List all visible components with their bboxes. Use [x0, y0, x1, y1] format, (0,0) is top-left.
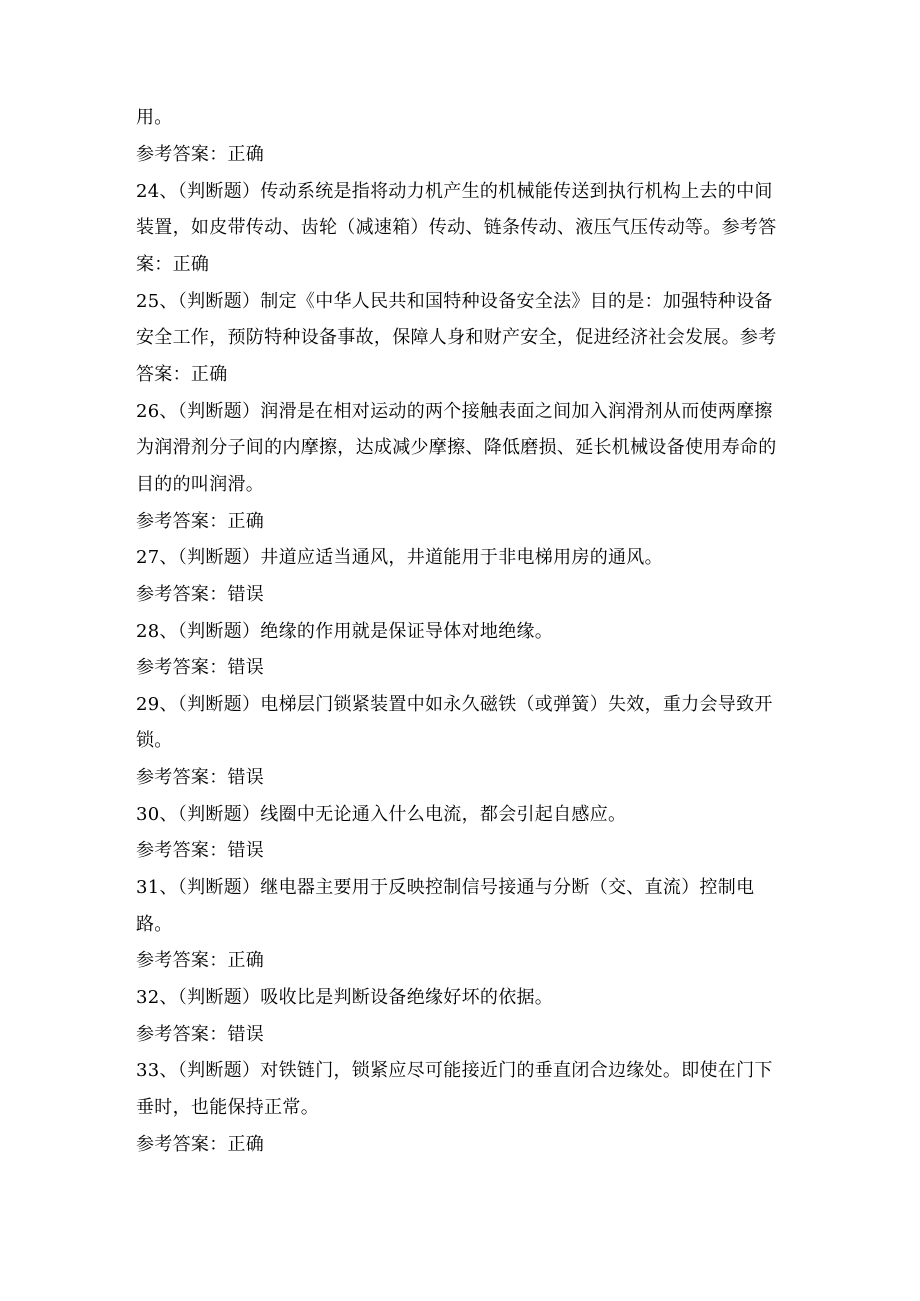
answer-line: 参考答案：错误 [136, 840, 265, 861]
text-line: 目的的叫润滑。 [136, 474, 265, 495]
question-line: 31、（判断题）继电器主要用于反映控制信号接通与分断（交、直流）控制电 [136, 877, 755, 898]
answer-line: 参考答案：正确 [136, 144, 265, 165]
answer-line: 参考答案：正确 [136, 1134, 265, 1155]
text-line: 用。 [136, 107, 173, 128]
text-line: 垂时，也能保持正常。 [136, 1097, 319, 1118]
answer-line: 参考答案：错误 [136, 657, 265, 678]
question-line: 29、（判断题）电梯层门锁紧装置中如永久磁铁（或弹簧）失效，重力会导致开 [136, 694, 773, 715]
question-line: 27、（判断题）井道应适当通风，井道能用于非电梯用房的通风。 [136, 547, 663, 568]
text-line: 路。 [136, 914, 173, 935]
question-line: 26、（判断题）润滑是在相对运动的两个接触表面之间加入润滑剂从而使两摩擦 [136, 401, 773, 422]
text-line: 为润滑剂分子间的内摩擦，达成减少摩擦、降低磨损、延长机械设备使用寿命的 [136, 437, 777, 458]
answer-line: 参考答案：错误 [136, 1024, 265, 1045]
question-line: 25、（判断题）制定《中华人民共和国特种设备安全法》目的是：加强特种设备 [136, 291, 773, 312]
question-line: 33、（判断题）对铁链门，锁紧应尽可能接近门的垂直闭合边缘处。即使在门下 [136, 1060, 773, 1081]
answer-line: 参考答案：正确 [136, 950, 265, 971]
answer-line: 参考答案：错误 [136, 584, 265, 605]
answer-line: 答案：正确 [136, 364, 228, 385]
text-line: 安全工作，预防特种设备事故，保障人身和财产安全，促进经济社会发展。参考 [136, 327, 777, 348]
text-line: 装置，如皮带传动、齿轮（减速箱）传动、链条传动、液压气压传动等。参考答 [136, 217, 777, 238]
answer-line: 参考答案：错误 [136, 767, 265, 788]
answer-line: 案：正确 [136, 254, 210, 275]
question-line: 30、（判断题）线圈中无论通入什么电流，都会引起自感应。 [136, 804, 627, 825]
text-line: 锁。 [136, 730, 173, 751]
question-line: 32、（判断题）吸收比是判断设备绝缘好坏的依据。 [136, 987, 554, 1008]
question-line: 28、（判断题）绝缘的作用就是保证导体对地绝缘。 [136, 621, 554, 642]
answer-line: 参考答案：正确 [136, 511, 265, 532]
question-line: 24、（判断题）传动系统是指将动力机产生的机械能传送到执行机构上去的中间 [136, 181, 773, 202]
